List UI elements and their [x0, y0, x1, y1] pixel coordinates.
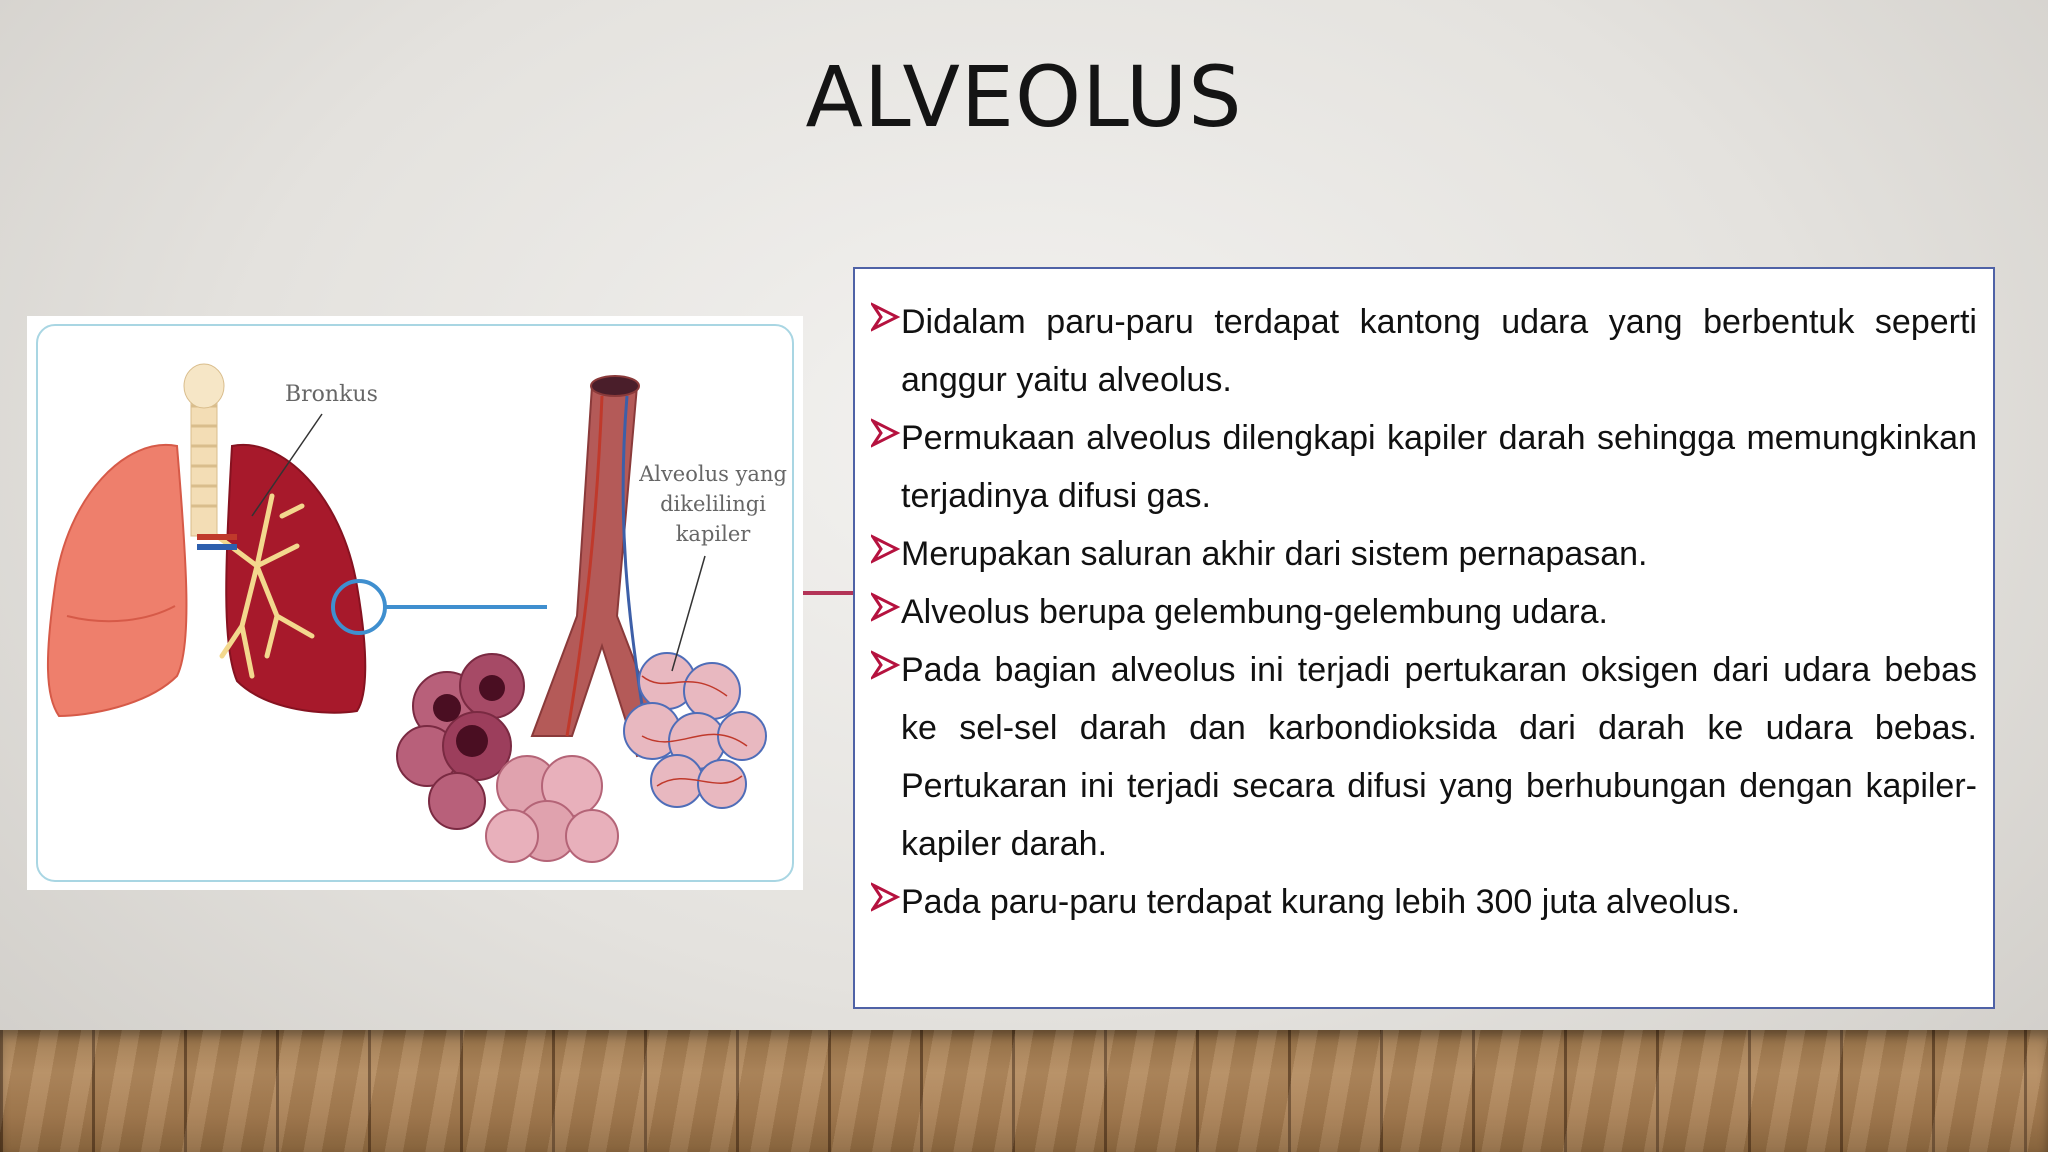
bullet-text: Alveolus berupa gelembung-gelembung udara.: [901, 593, 1608, 631]
bullet-item: [871, 409, 1977, 525]
arrowhead-bullet-icon: [871, 297, 901, 337]
bullet-item: [871, 293, 1977, 409]
slide-title: ALVEOLUS: [805, 48, 1243, 146]
arrowhead-bullet-icon: [871, 413, 901, 453]
bullet-text: Didalam paru-paru terdapat kantong udara yang berbentuk seperti anggur yaitu alveolus.: [901, 303, 1977, 399]
arrowhead-bullet-icon: [871, 877, 901, 917]
bullet-item: [871, 583, 1977, 641]
arrowhead-bullet-icon: [871, 587, 901, 627]
label-alveolus-line2: dikelilingi: [660, 492, 766, 516]
wooden-floor-background: [0, 1030, 2048, 1152]
label-alveolus-line1: Alveolus yang: [639, 462, 787, 486]
arrowhead-bullet-icon: [871, 529, 901, 569]
label-bronkus: Bronkus: [285, 382, 378, 407]
bullet-item: [871, 873, 1977, 931]
bullet-text: Merupakan saluran akhir dari sistem pernapasan.: [901, 535, 1648, 573]
bullet-item: [871, 641, 1977, 873]
bullet-text: Permukaan alveolus dilengkapi kapiler darah sehingga memungkinkan terjadinya difusi gas.: [901, 419, 1977, 515]
bullet-item: [871, 525, 1977, 583]
connector-line: [803, 591, 853, 595]
floor-boards: [0, 1030, 2048, 1152]
arrowhead-bullet-icon: [871, 645, 901, 685]
bullet-text: Pada bagian alveolus ini terjadi pertukaran oksigen dari udara bebas ke sel-sel darah dan karbondioksida dari darah ke udara bebas. Pertukaran ini terjadi secara difusi yang berhubungan dengan kapiler-kapiler darah.: [901, 651, 1977, 863]
bullet-text: Pada paru-paru terdapat kurang lebih 300 juta alveolus.: [901, 883, 1741, 921]
bullet-text-box: [853, 267, 1995, 1009]
lung-alveolus-illustration: [27, 316, 803, 890]
label-alveolus-line3: kapiler: [675, 522, 751, 546]
